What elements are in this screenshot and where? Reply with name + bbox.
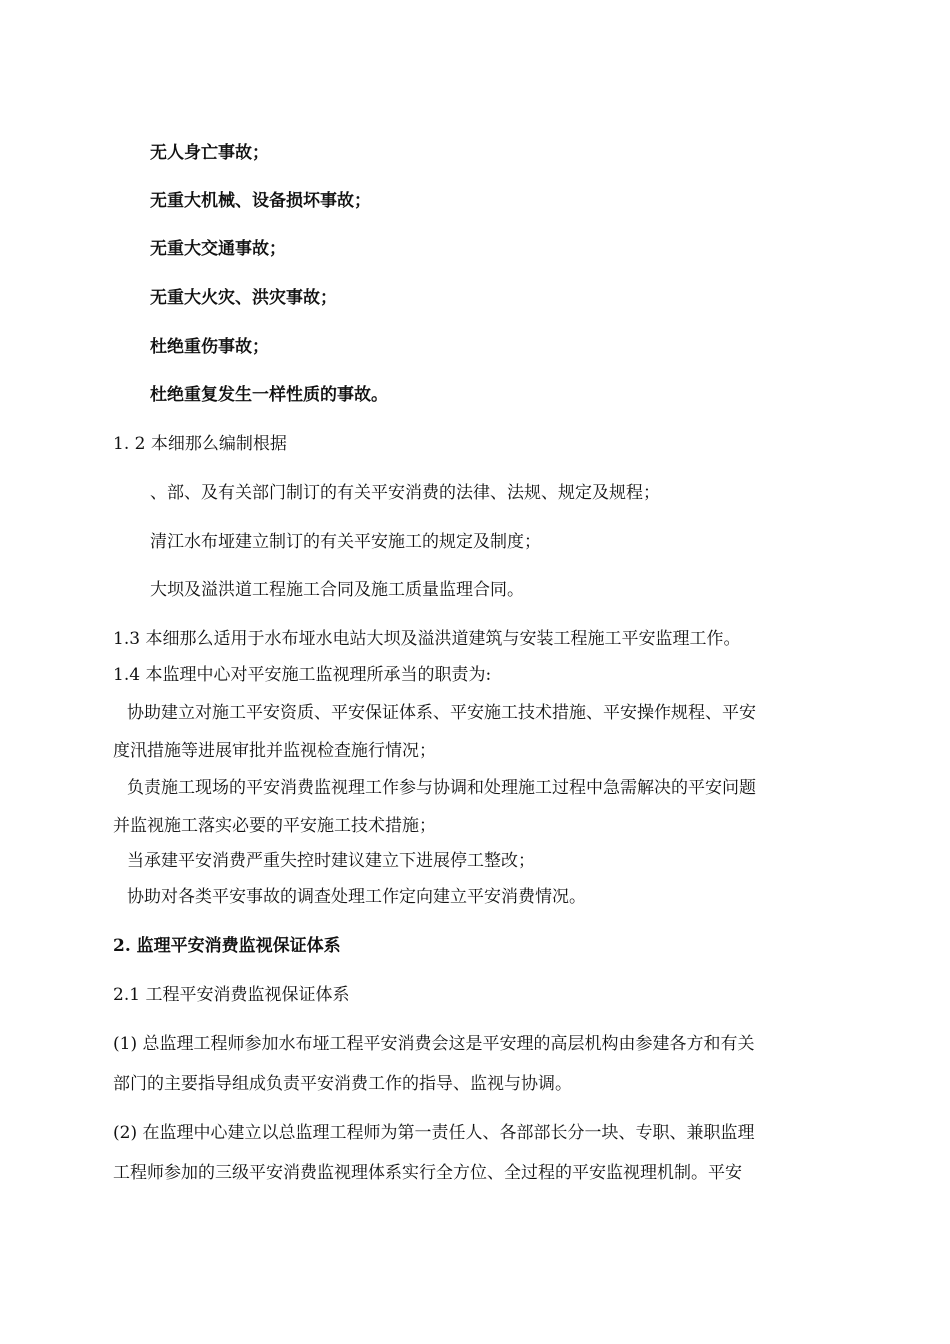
duty-line: 当承建平安消费严重失控时建议建立下进展停工整改； xyxy=(127,851,535,871)
goal-item: 无重大机械、设备损坏事故； xyxy=(150,191,371,211)
duty-line: 协助建立对施工平安资质、平安保证体系、平安施工技术措施、平安操作规程、平安 xyxy=(127,703,756,723)
goal-item: 无人身亡事故； xyxy=(150,143,269,163)
basis-item: 、部、及有关部门制订的有关平安消费的法律、法规、规定及规程； xyxy=(150,483,660,503)
goal-item: 无重大火灾、洪灾事故； xyxy=(150,288,337,308)
duty-line: 负责施工现场的平安消费监视理工作参与协调和处理施工过程中急需解决的平安问题 xyxy=(127,778,756,798)
goal-item: 无重大交通事故； xyxy=(150,239,286,259)
paragraph-line: 工程师参加的三级平安消费监视理体系实行全方位、全过程的平安监视理机制。平安 xyxy=(113,1163,742,1183)
duty-line: 并监视施工落实必要的平安施工技术措施； xyxy=(113,816,436,836)
basis-item: 大坝及溢洪道工程施工合同及施工质量监理合同。 xyxy=(150,580,524,600)
section-heading: 2. 监理平安消费监视保证体系 xyxy=(113,936,341,956)
duty-line: 协助对各类平安事故的调查处理工作定向建立平安消费情况。 xyxy=(127,887,586,907)
paragraph-line: (1) 总监理工程师参加水布垭工程平安消费会这是平安理的高层机构由参建各方和有关 xyxy=(113,1034,755,1054)
duty-line: 度汛措施等进展审批并监视检查施行情况； xyxy=(113,741,436,761)
paragraph-line: 部门的主要指导组成负责平安消费工作的指导、监视与协调。 xyxy=(113,1074,572,1094)
goal-item: 杜绝重伤事故； xyxy=(150,337,269,357)
scope-paragraph: 1.3 本细那么适用于水布垭水电站大坝及溢洪道建筑与安装工程施工平安监理工作。 xyxy=(113,629,741,649)
section-heading: 1. 2 本细那么编制根据 xyxy=(113,434,287,454)
subsection-heading: 2.1 工程平安消费监视保证体系 xyxy=(113,985,350,1005)
paragraph-line: (2) 在监理中心建立以总监理工程师为第一责任人、各部部长分一块、专职、兼职监理 xyxy=(113,1123,755,1143)
goal-item: 杜绝重复发生一样性质的事故。 xyxy=(150,385,388,405)
section-heading: 1.4 本监理中心对平安施工监视理所承当的职责为: xyxy=(113,665,492,685)
basis-item: 清江水布垭建立制订的有关平安施工的规定及制度； xyxy=(150,532,541,552)
